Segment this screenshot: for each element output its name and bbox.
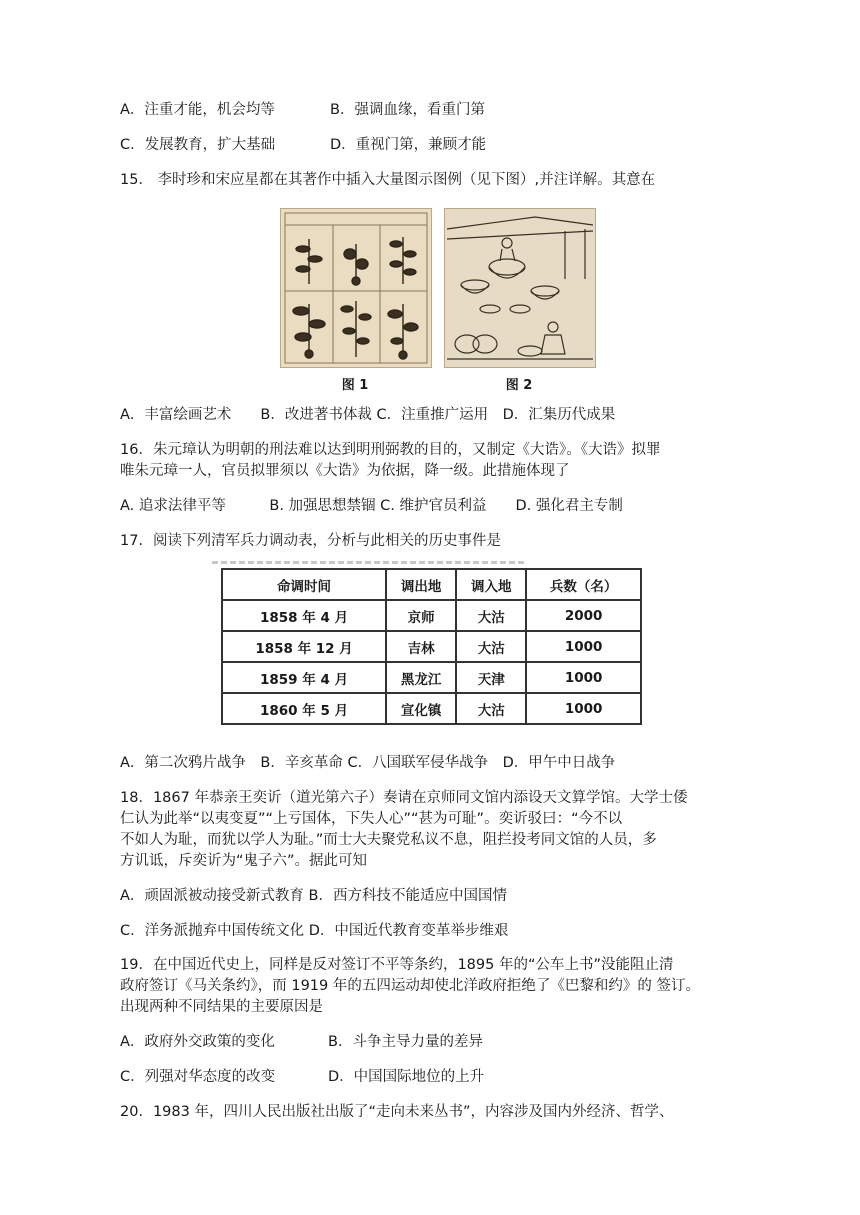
table-cell: 1860 年 5 月	[222, 693, 386, 724]
q14-option-a: A．注重才能，机会均等	[120, 102, 275, 118]
figure-2-caption: 图 2	[505, 378, 533, 393]
table-header-cell: 命调时间	[222, 569, 386, 600]
figure-1-caption: 图 1	[341, 378, 369, 393]
q17-stem: 17．阅读下列清军兵力调动表，分析与此相关的历史事件是	[120, 533, 501, 549]
q14-options-row2	[120, 135, 486, 155]
table-header-row	[222, 569, 641, 600]
q16-stem-line2: 唯朱元璋一人，官员拟罪须以《大诰》为依据，降一级。此措施体现了	[120, 463, 570, 479]
table-cell: 1859 年 4 月	[222, 662, 386, 693]
table-row	[222, 693, 641, 724]
q19-options-row2	[120, 1067, 484, 1087]
q19-options-row1	[120, 1032, 483, 1052]
table-cell: 1000	[526, 631, 641, 662]
q15-figures	[280, 208, 590, 398]
q18-stem-line3: 不如人为耻，而犹以学人为耻。”而士大夫聚党私议不息，阻拦投考同文馆的人员，多	[120, 832, 657, 848]
table-cell: 宣化镇	[386, 693, 456, 724]
table-cell: 大沽	[456, 631, 526, 662]
q15-stem: 15． 李时珍和宋应星都在其著作中插入大量图示图例（见下图）,并注详解。其意在	[120, 172, 656, 188]
table-cell: 吉林	[386, 631, 456, 662]
table-cell: 天津	[456, 662, 526, 693]
figure-2-image	[444, 208, 596, 368]
q20-stem-line1: 20．1983 年，四川人民出版社出版了“走向未来丛书”，内容涉及国内外经济、哲学、	[120, 1104, 674, 1120]
q14-option-b: B．强调血缘，看重门第	[330, 102, 485, 118]
q19-option-d: D．中国国际地位的上升	[328, 1069, 485, 1085]
q19-option-b: B．斗争主导力量的差异	[328, 1034, 483, 1050]
q19-stem-line2: 政府签订《马关条约》，而 1919 年的五四运动却使北洋政府拒绝了《巴黎和约》的 签订。	[120, 978, 700, 994]
q15-options: A．丰富绘画艺术 B．改进著书体裁 C．注重推广运用 D．汇集历代成果	[120, 407, 616, 423]
q18-options-row2: C．洋务派抛弃中国传统文化 D．中国近代教育变革举步维艰	[120, 923, 509, 939]
q14-options-row1	[120, 100, 485, 120]
table-cell: 大沽	[456, 693, 526, 724]
table-header-cell: 调入地	[456, 569, 526, 600]
troop-movement-table	[221, 568, 642, 725]
table-row	[222, 600, 641, 631]
q19-stem-line1: 19．在中国近代史上，同样是反对签订不平等条约，1895 年的“公车上书”没能阻止清	[120, 957, 674, 973]
q17-options: A．第二次鸦片战争 B．辛亥革命 C．八国联军侵华战争 D．甲午中日战争	[120, 755, 616, 771]
table-header-cell: 调出地	[386, 569, 456, 600]
q19-option-a: A．政府外交政策的变化	[120, 1034, 275, 1050]
q14-option-d: D．重视门第，兼顾才能	[330, 137, 487, 153]
q18-stem-line1: 18．1867 年恭亲王奕䜣（道光第六子）奏请在京师同文馆内添设天文算学馆。大学士倭	[120, 790, 688, 806]
table-row	[222, 631, 641, 662]
q14-option-c: C．发展教育，扩大基础	[120, 137, 276, 153]
q16-stem-line1: 16．朱元璋认为明朝的刑法难以达到明刑弼教的目的，又制定《大诰》。《大诰》拟罪	[120, 442, 661, 458]
table-cell: 京师	[386, 600, 456, 631]
q18-stem-line2: 仁认为此举“以夷变夏”“上亏国体，下失人心”“甚为可耻”。奕䜣驳曰：“今不以	[120, 811, 623, 827]
q18-stem-line4: 方讥诋，斥奕䜣为“鬼子六”。据此可知	[120, 853, 368, 869]
table-cell: 大沽	[456, 600, 526, 631]
q19-stem-line3: 出现两种不同结果的主要原因是	[120, 999, 323, 1015]
table-row	[222, 662, 641, 693]
q19-option-c: C．列强对华态度的改变	[120, 1069, 276, 1085]
q16-options: A. 追求法律平等 B. 加强思想禁锢 C. 维护官员利益 D. 强化君主专制	[120, 498, 623, 514]
table-cell: 1000	[526, 693, 641, 724]
table-header-cell: 兵数（名）	[526, 569, 641, 600]
q18-options-row1: A．顽固派被动接受新式教育 B．西方科技不能适应中国国情	[120, 888, 507, 904]
table-cell: 黑龙江	[386, 662, 456, 693]
table-cell: 1858 年 4 月	[222, 600, 386, 631]
table-cell: 2000	[526, 600, 641, 631]
table-cell: 1858 年 12 月	[222, 631, 386, 662]
figure-1-image	[280, 208, 432, 368]
table-cell: 1000	[526, 662, 641, 693]
table-scan-artifact	[212, 561, 524, 564]
